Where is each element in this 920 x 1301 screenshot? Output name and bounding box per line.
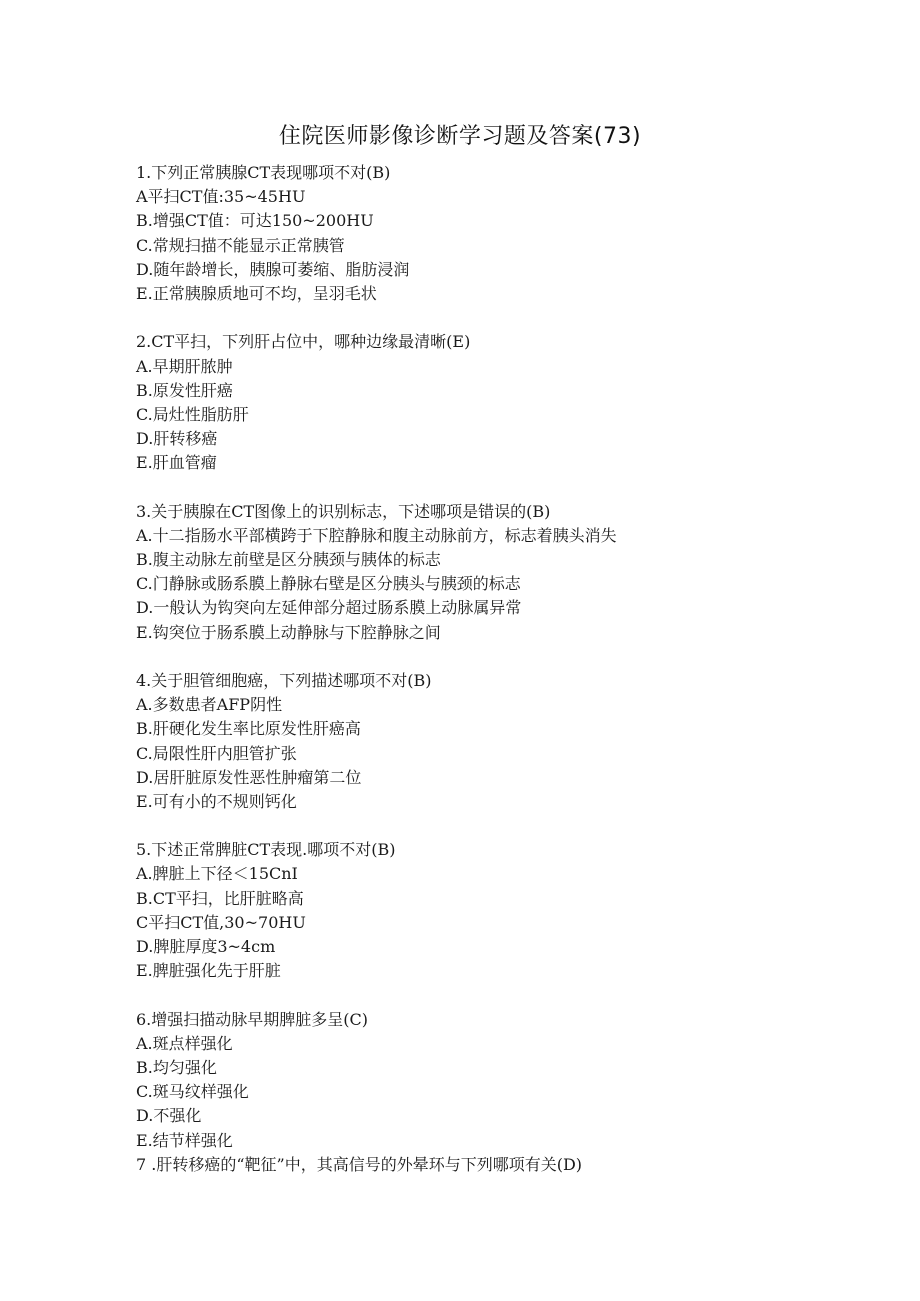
option-a: A.斑点样强化: [136, 1033, 233, 1053]
question-2: [136, 330, 836, 475]
option-e: E.钩突位于肠系膜上动静脉与下腔静脉之间: [136, 622, 441, 642]
option-e: E.脾脏强化先于肝脏: [136, 961, 281, 981]
question-7-stem: 7 .肝转移癌的“靶征”中，其高信号的外晕环与下列哪项有关(D): [136, 1154, 583, 1174]
option-b: B.肝硬化发生率比原发性肝癌高: [136, 719, 361, 739]
question-stem: 6.增强扫描动脉早期脾脏多呈(C): [136, 1009, 368, 1029]
option-a: A.多数患者AFP阴性: [136, 695, 283, 715]
option-c: C.门静脉或肠系膜上静脉右壁是区分胰头与胰颈的标志: [136, 574, 521, 594]
option-e: E.肝血管瘤: [136, 453, 217, 473]
question-list: [136, 161, 836, 1177]
question-stem: 1.下列正常胰腺CT表现哪项不对(B): [136, 163, 391, 182]
option-b: B.增强CT值：可达150~200HU: [136, 211, 374, 231]
question-stem: 5.下述正常脾脏CT表现.哪项不对(B): [136, 840, 396, 860]
option-d: D.一般认为钩突向左延伸部分超过肠系膜上动脉属异常: [136, 598, 522, 618]
option-d: D.脾脏厚度3~4cm: [136, 937, 276, 956]
option-b: B.原发性肝癌: [136, 380, 233, 400]
option-b: B.均匀强化: [136, 1057, 217, 1077]
option-a: A.脾脏上下径＜15CnI: [136, 864, 298, 884]
option-a: A.早期肝脓肿: [136, 356, 233, 376]
question-5: [136, 838, 836, 983]
option-a: A平扫CT值:35~45HU: [136, 187, 306, 207]
spacer: [136, 475, 836, 499]
question-4: [136, 669, 836, 814]
option-a: A.十二指肠水平部横跨于下腔静脉和腹主动脉前方，标志着胰头消失: [136, 525, 617, 545]
spacer: [136, 645, 836, 669]
option-e: E.正常胰腺质地可不均，呈羽毛状: [136, 283, 377, 303]
option-d: D.居肝脏原发性恶性肿瘤第二位: [136, 767, 362, 787]
option-c: C.常规扫描不能显示正常胰管: [136, 235, 345, 255]
option-e: E.结节样强化: [136, 1130, 233, 1150]
page-title: 住院医师影像诊断学习题及答案(73): [278, 124, 642, 149]
option-b: B.CT平扫，比肝脏略高: [136, 888, 304, 908]
option-d: D.不强化: [136, 1106, 202, 1126]
spacer: [136, 983, 836, 1007]
option-c: C.斑马纹样强化: [136, 1082, 249, 1102]
option-d: D.肝转移癌: [136, 429, 218, 449]
spacer: [136, 814, 836, 838]
option-b: B.腹主动脉左前壁是区分胰颈与胰体的标志: [136, 550, 441, 569]
option-d: D.随年龄增长，胰腺可萎缩、脂肪浸润: [136, 259, 410, 279]
question-stem: 3.关于胰腺在CT图像上的识别标志，下述哪项是错误的(B): [136, 501, 551, 521]
question-1: [136, 161, 836, 306]
option-c: C.局灶性脂肪肝: [136, 404, 249, 424]
question-stem: 2.CT平扫，下列肝占位中，哪种边缘最清晰(E): [136, 332, 471, 352]
question-3: [136, 500, 836, 645]
question-stem: 4.关于胆管细胞癌，下列描述哪项不对(B): [136, 670, 432, 690]
option-c: C.局限性肝内胆管扩张: [136, 743, 297, 763]
question-6: [136, 1008, 836, 1153]
option-c: C平扫CT值,30~70HU: [136, 912, 306, 932]
option-e: E.可有小的不规则钙化: [136, 791, 297, 811]
spacer: [136, 306, 836, 330]
